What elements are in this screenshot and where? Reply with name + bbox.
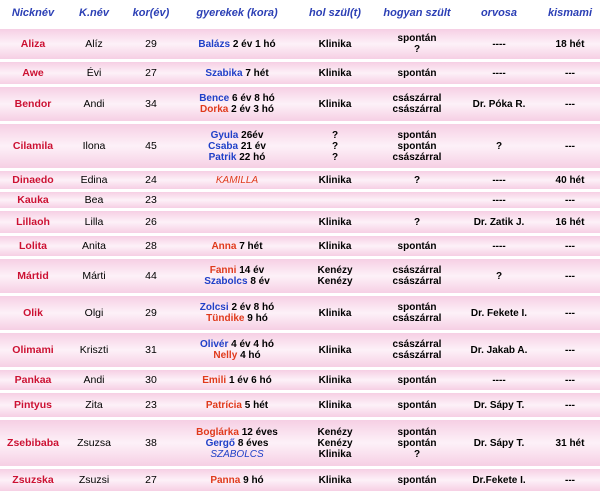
- orvosa-cell-line: ?: [495, 140, 503, 152]
- kid-entry: [180, 350, 294, 361]
- hol-szult-cell: [294, 393, 376, 417]
- kid-name: Olivér: [200, 339, 229, 350]
- table-row: [0, 393, 600, 417]
- hol-szult-cell: [294, 420, 376, 466]
- hogyan-szult-cell-line: császárral: [392, 276, 442, 287]
- kismami-cell: ---: [540, 236, 600, 256]
- kname-cell: Zsuzsa: [66, 420, 122, 466]
- orvosa-cell: [458, 420, 540, 466]
- table-row: [0, 211, 600, 233]
- hol-szult-cell-line: Klinika: [318, 216, 352, 228]
- kid-entry: [180, 104, 294, 115]
- hogyan-szult-cell: [376, 296, 458, 330]
- hogyan-szult-cell: [376, 211, 458, 233]
- kid-age: 22 hó: [239, 151, 266, 163]
- nickname-cell: Lolita: [0, 236, 66, 256]
- kid-age: 1 év 6 hó: [228, 374, 272, 386]
- hol-szult-cell: [294, 296, 376, 330]
- hogyan-szult-cell-line: császárral: [392, 151, 442, 163]
- kid-entry: [180, 449, 294, 460]
- kid-entry: [180, 313, 294, 324]
- hol-szult-cell-line: Kenézy: [317, 276, 353, 287]
- orvosa-cell: [458, 29, 540, 59]
- header-kor: kor(év): [122, 0, 180, 26]
- kid-entry: [180, 265, 294, 276]
- kids-cell: [180, 62, 294, 84]
- orvosa-cell: [458, 370, 540, 390]
- hol-szult-cell-line: Klinika: [318, 67, 352, 79]
- hogyan-szult-cell: [376, 87, 458, 121]
- age-cell: 44: [122, 259, 180, 293]
- kid-entry: [180, 375, 294, 386]
- age-cell: 27: [122, 469, 180, 491]
- kids-cell: [180, 29, 294, 59]
- kid-name: Csaba: [208, 140, 239, 152]
- kid-name: Anna: [211, 240, 237, 252]
- hol-szult-cell-line: Kenézy: [317, 426, 353, 438]
- kid-age: 7 hét: [245, 67, 269, 79]
- header-orvosa: orvosa: [458, 0, 540, 26]
- orvosa-cell-line: ----: [492, 67, 506, 79]
- hogyan-szult-cell: [376, 29, 458, 59]
- hogyan-szult-cell-line: ?: [413, 216, 421, 228]
- age-cell: 23: [122, 393, 180, 417]
- orvosa-cell-line: ----: [492, 240, 506, 252]
- nickname-cell: Zsuzska: [0, 469, 66, 491]
- kid-name: SZABOLCS: [210, 448, 264, 460]
- kids-cell: [180, 296, 294, 330]
- orvosa-cell: [458, 393, 540, 417]
- hol-szult-cell: [294, 29, 376, 59]
- kname-cell: Andi: [66, 370, 122, 390]
- hol-szult-cell-line: Klinika: [318, 399, 352, 411]
- hol-szult-cell: [294, 236, 376, 256]
- hol-szult-cell-line: Klinika: [318, 38, 352, 50]
- kid-name: Dorka: [200, 104, 229, 115]
- orvosa-cell: [458, 192, 540, 208]
- header-hogyan-szult: hogyan szült: [376, 0, 458, 26]
- hogyan-szult-cell-line: spontán: [397, 140, 437, 152]
- age-cell: 30: [122, 370, 180, 390]
- table-row: [0, 171, 600, 189]
- orvosa-cell: [458, 259, 540, 293]
- kid-age: 5 hét: [244, 399, 269, 411]
- hogyan-szult-cell-line: császárral: [392, 339, 442, 350]
- table-body: [0, 29, 600, 491]
- kid-entry: [180, 475, 294, 486]
- kid-name: Balázs: [198, 38, 231, 50]
- orvosa-cell: [458, 236, 540, 256]
- hol-szult-cell: [294, 62, 376, 84]
- hogyan-szult-cell: [376, 124, 458, 168]
- kid-age: 7 hét: [239, 240, 263, 252]
- hol-szult-cell-line: Klinika: [318, 98, 352, 110]
- kismami-cell: ---: [540, 87, 600, 121]
- kid-name: Patrícia: [205, 399, 242, 411]
- nickname-cell: Cilamila: [0, 124, 66, 168]
- table-row: [0, 333, 600, 367]
- hol-szult-cell-line: Klinika: [318, 174, 352, 186]
- age-cell: 27: [122, 62, 180, 84]
- kname-cell: Andi: [66, 87, 122, 121]
- kid-age: 6 év 8 hó: [231, 93, 275, 104]
- age-cell: 29: [122, 296, 180, 330]
- orvosa-cell-line: Dr. Sápy T.: [473, 437, 525, 449]
- nickname-cell: Olimami: [0, 333, 66, 367]
- hol-szult-cell-line: Klinika: [318, 344, 352, 356]
- hogyan-szult-cell-line: császárral: [392, 104, 442, 115]
- hogyan-szult-cell-line: császárral: [392, 313, 442, 324]
- kid-name: Tündike: [206, 313, 245, 324]
- kid-age: 2 év 3 hó: [231, 104, 274, 115]
- kid-name: Panna: [210, 474, 241, 486]
- kid-age: 21 év: [240, 140, 266, 152]
- hogyan-szult-cell: [376, 259, 458, 293]
- age-cell: 29: [122, 29, 180, 59]
- nickname-cell: Mártid: [0, 259, 66, 293]
- kismami-cell: ---: [540, 296, 600, 330]
- kismami-cell: 31 hét: [540, 420, 600, 466]
- kid-entry: [180, 427, 294, 438]
- hogyan-szult-cell-line: spontán: [397, 33, 437, 44]
- hol-szult-cell-line: Klinika: [318, 240, 352, 252]
- orvosa-cell-line: ----: [492, 38, 506, 50]
- table-row: [0, 236, 600, 256]
- kid-name: Zolcsi: [199, 302, 229, 313]
- hol-szult-cell: [294, 124, 376, 168]
- kname-cell: Alíz: [66, 29, 122, 59]
- hogyan-szult-cell: [376, 370, 458, 390]
- kname-cell: Zsuzsi: [66, 469, 122, 491]
- hol-szult-cell: [294, 333, 376, 367]
- hogyan-szult-cell-line: spontán: [397, 129, 437, 141]
- hogyan-szult-cell-line: spontán: [397, 474, 437, 486]
- kname-cell: Lilla: [66, 211, 122, 233]
- hol-szult-cell-line: Kenézy: [317, 265, 353, 276]
- nickname-cell: Aliza: [0, 29, 66, 59]
- age-cell: 31: [122, 333, 180, 367]
- orvosa-cell: [458, 62, 540, 84]
- kname-cell: Edina: [66, 171, 122, 189]
- hogyan-szult-cell-line: császárral: [392, 350, 442, 361]
- age-cell: 26: [122, 211, 180, 233]
- table-row: [0, 259, 600, 293]
- table-row: [0, 296, 600, 330]
- table-row: [0, 62, 600, 84]
- kids-cell: [180, 333, 294, 367]
- hogyan-szult-cell-line: spontán: [397, 374, 437, 386]
- orvosa-cell-line: ----: [492, 174, 506, 186]
- kname-cell: Kriszti: [66, 333, 122, 367]
- kid-name: Boglárka: [196, 426, 239, 438]
- orvosa-cell-line: Dr. Jakab A.: [470, 344, 528, 356]
- kismami-cell: ---: [540, 370, 600, 390]
- hol-szult-cell-line: Klinika: [318, 307, 352, 319]
- kid-entry: [180, 175, 294, 186]
- kismami-cell: ---: [540, 124, 600, 168]
- table-row: [0, 124, 600, 168]
- hogyan-szult-cell: [376, 62, 458, 84]
- kid-entry: [180, 130, 294, 141]
- hol-szult-cell: [294, 259, 376, 293]
- kid-age: 9 hó: [247, 313, 268, 324]
- kname-cell: Évi: [66, 62, 122, 84]
- kismami-cell: ---: [540, 192, 600, 208]
- kids-cell: [180, 370, 294, 390]
- kid-entry: [180, 93, 294, 104]
- hogyan-szult-cell-line: spontán: [397, 426, 437, 438]
- kids-cell: [180, 259, 294, 293]
- hogyan-szult-cell-line: spontán: [397, 67, 437, 79]
- kid-entry: [180, 339, 294, 350]
- nickname-cell: Pintyus: [0, 393, 66, 417]
- kname-cell: Ilona: [66, 124, 122, 168]
- kid-age: 8 év: [250, 276, 270, 287]
- kid-name: Gergő: [205, 437, 236, 449]
- kid-entry: [180, 241, 294, 252]
- hol-szult-cell-line: ?: [331, 129, 339, 141]
- hol-szult-cell: [294, 370, 376, 390]
- kname-cell: Márti: [66, 259, 122, 293]
- age-cell: 28: [122, 236, 180, 256]
- age-cell: 24: [122, 171, 180, 189]
- hogyan-szult-cell: [376, 333, 458, 367]
- kismami-cell: ---: [540, 469, 600, 491]
- header-gyerekek: gyerekek (kora): [180, 0, 294, 26]
- orvosa-cell-line: ----: [492, 374, 506, 386]
- age-cell: 23: [122, 192, 180, 208]
- table-row: [0, 469, 600, 491]
- kid-age: 2 év 1 hó: [232, 38, 276, 50]
- nickname-cell: Dinaedo: [0, 171, 66, 189]
- hogyan-szult-cell: [376, 420, 458, 466]
- kid-entry: [180, 39, 294, 50]
- kids-cell: [180, 211, 294, 233]
- kismami-cell: 16 hét: [540, 211, 600, 233]
- nickname-cell: Kauka: [0, 192, 66, 208]
- kid-name: Bence: [199, 93, 230, 104]
- orvosa-cell-line: Dr. Póka R.: [472, 98, 526, 110]
- hogyan-szult-cell-line: spontán: [397, 240, 437, 252]
- orvosa-cell: [458, 333, 540, 367]
- kid-name: Fanni: [209, 265, 237, 276]
- hogyan-szult-cell-line: császárral: [392, 265, 442, 276]
- orvosa-cell-line: Dr. Sápy T.: [473, 399, 525, 411]
- kid-name: Szabika: [205, 67, 243, 79]
- header-knev: K.név: [66, 0, 122, 26]
- hol-szult-cell: [294, 171, 376, 189]
- kid-age: 8 éves: [237, 437, 269, 449]
- nickname-cell: Zsebibaba: [0, 420, 66, 466]
- orvosa-cell-line: Dr. Fekete I.: [470, 307, 528, 319]
- hol-szult-cell-line: ?: [331, 140, 339, 152]
- kid-entry: [180, 400, 294, 411]
- kismami-cell: ---: [540, 393, 600, 417]
- table-row: [0, 420, 600, 466]
- kids-cell: [180, 87, 294, 121]
- kids-cell: [180, 393, 294, 417]
- hogyan-szult-cell-line: spontán: [397, 437, 437, 449]
- kids-cell: [180, 236, 294, 256]
- kismami-cell: ---: [540, 259, 600, 293]
- hogyan-szult-cell-line: spontán: [397, 302, 437, 313]
- kid-entry: [180, 68, 294, 79]
- hogyan-szult-cell-line: császárral: [392, 93, 442, 104]
- kid-age: 9 hó: [243, 474, 264, 486]
- kid-entry: [180, 152, 294, 163]
- nickname-cell: Bendor: [0, 87, 66, 121]
- orvosa-cell: [458, 87, 540, 121]
- kname-cell: Zita: [66, 393, 122, 417]
- kid-entry: [180, 438, 294, 449]
- hogyan-szult-cell-line: ?: [413, 44, 421, 55]
- header-nicknev: Nicknév: [0, 0, 66, 26]
- hogyan-szult-cell: [376, 171, 458, 189]
- orvosa-cell: [458, 211, 540, 233]
- kids-cell: [180, 171, 294, 189]
- hol-szult-cell-line: Kenézy: [317, 437, 353, 449]
- kid-name: Emili: [202, 374, 227, 386]
- age-cell: 45: [122, 124, 180, 168]
- hogyan-szult-cell-line: ?: [413, 448, 421, 460]
- age-cell: 38: [122, 420, 180, 466]
- kname-cell: Bea: [66, 192, 122, 208]
- header-row: [0, 0, 600, 26]
- hol-szult-cell: [294, 192, 376, 208]
- orvosa-cell-line: ?: [495, 270, 503, 282]
- kid-age: 14 év: [239, 265, 265, 276]
- kids-cell: [180, 124, 294, 168]
- nickname-cell: Pankaa: [0, 370, 66, 390]
- orvosa-cell-line: Dr. Zatik J.: [473, 216, 525, 228]
- hol-szult-cell-line: Klinika: [318, 374, 352, 386]
- kids-cell: [180, 192, 294, 208]
- hogyan-szult-cell: [376, 236, 458, 256]
- hogyan-szult-cell-line: ?: [413, 174, 421, 186]
- kid-age: 2 év 8 hó: [231, 302, 275, 313]
- nickname-cell: Lillaoh: [0, 211, 66, 233]
- hol-szult-cell: [294, 211, 376, 233]
- kid-age: 4 hó: [240, 350, 261, 361]
- kids-cell: [180, 420, 294, 466]
- hogyan-szult-cell-line: spontán: [397, 399, 437, 411]
- kid-age: 12 éves: [241, 426, 278, 438]
- hol-szult-cell: [294, 87, 376, 121]
- orvosa-cell: [458, 469, 540, 491]
- kname-cell: Anita: [66, 236, 122, 256]
- hol-szult-cell: [294, 469, 376, 491]
- kid-name: Szabolcs: [204, 276, 248, 287]
- hol-szult-cell-line: Klinika: [318, 474, 352, 486]
- kismami-cell: ---: [540, 62, 600, 84]
- kid-name: Nelly: [213, 350, 238, 361]
- kid-name: KAMILLA: [215, 174, 259, 186]
- nickname-cell: Olik: [0, 296, 66, 330]
- hol-szult-cell-line: Klinika: [318, 448, 352, 460]
- orvosa-cell-line: ----: [492, 194, 506, 206]
- header-hol-szult: hol szül(t): [294, 0, 376, 26]
- orvosa-cell-line: Dr.Fekete I.: [472, 474, 526, 486]
- kid-name: Patrik: [208, 151, 237, 163]
- orvosa-cell: [458, 296, 540, 330]
- orvosa-cell: [458, 124, 540, 168]
- kids-cell: [180, 469, 294, 491]
- kid-age: 26év: [241, 129, 264, 141]
- hogyan-szult-cell: [376, 393, 458, 417]
- table-row: [0, 87, 600, 121]
- hogyan-szult-cell: [376, 469, 458, 491]
- kid-entry: [180, 276, 294, 287]
- kid-name: Gyula: [210, 129, 239, 141]
- nickname-cell: Awe: [0, 62, 66, 84]
- kname-cell: Olgi: [66, 296, 122, 330]
- age-cell: 34: [122, 87, 180, 121]
- table-row: [0, 29, 600, 59]
- hol-szult-cell-line: ?: [331, 151, 339, 163]
- kid-entry: [180, 141, 294, 152]
- kismami-cell: ---: [540, 333, 600, 367]
- header-kismami: kismami: [540, 0, 600, 26]
- kid-age: 4 év 4 hó: [231, 339, 274, 350]
- kismami-cell: 40 hét: [540, 171, 600, 189]
- orvosa-cell: [458, 171, 540, 189]
- table-row: [0, 370, 600, 390]
- kismami-cell: 18 hét: [540, 29, 600, 59]
- table-row: [0, 192, 600, 208]
- kid-entry: [180, 302, 294, 313]
- hogyan-szult-cell: [376, 192, 458, 208]
